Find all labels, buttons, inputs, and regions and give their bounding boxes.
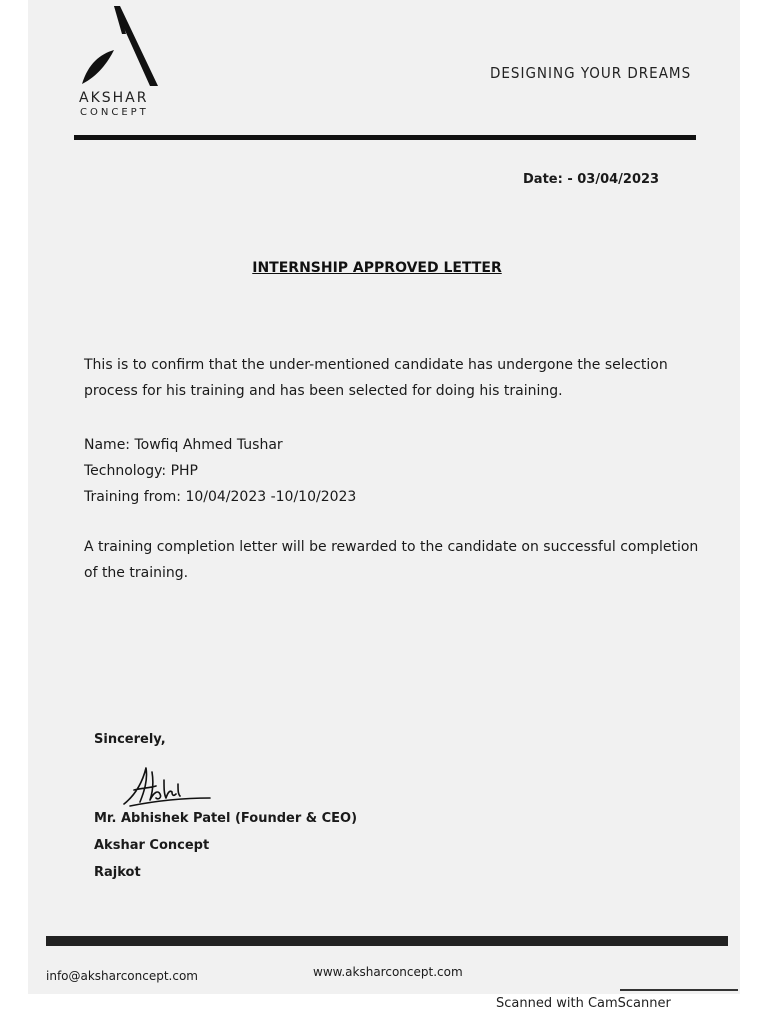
signatory-name: Mr. Abhishek Patel (Founder & CEO) bbox=[94, 811, 358, 826]
page-margin bbox=[0, 0, 28, 1024]
akshar-logo bbox=[74, 4, 174, 124]
training-period: Training from: 10/04/2023 -10/10/2023 bbox=[84, 489, 357, 505]
candidate-name: Name: Towfiq Ahmed Tushar bbox=[84, 437, 283, 453]
closing: Sincerely, bbox=[94, 732, 166, 747]
tagline: DESIGNING YOUR DREAMS bbox=[490, 64, 692, 82]
candidate-technology: Technology: PHP bbox=[84, 463, 198, 479]
logo-subtitle: CONCEPT bbox=[80, 107, 149, 118]
header-divider bbox=[74, 135, 696, 140]
signatory-company: Akshar Concept bbox=[94, 838, 210, 853]
logo-mark-icon bbox=[74, 4, 174, 94]
footer-divider bbox=[46, 936, 728, 946]
logo-name: AKSHAR bbox=[79, 90, 149, 106]
letter-date: Date: - 03/04/2023 bbox=[523, 172, 660, 187]
page-edge-line bbox=[620, 989, 738, 991]
signatory-city: Rajkot bbox=[94, 865, 141, 880]
scanner-watermark: Scanned with CamScanner bbox=[496, 996, 671, 1011]
footer-website: www.aksharconcept.com bbox=[313, 965, 463, 979]
confirmation-paragraph: This is to confirm that the under-mentioned candidate has undergone the selection process for his training and has been selected for doing his training. bbox=[84, 357, 668, 399]
letter-heading: INTERNSHIP APPROVED LETTER bbox=[252, 260, 502, 276]
footer-email: info@aksharconcept.com bbox=[46, 969, 198, 983]
completion-paragraph: A training completion letter will be rewarded to the candidate on successful completion of the training. bbox=[84, 539, 699, 581]
